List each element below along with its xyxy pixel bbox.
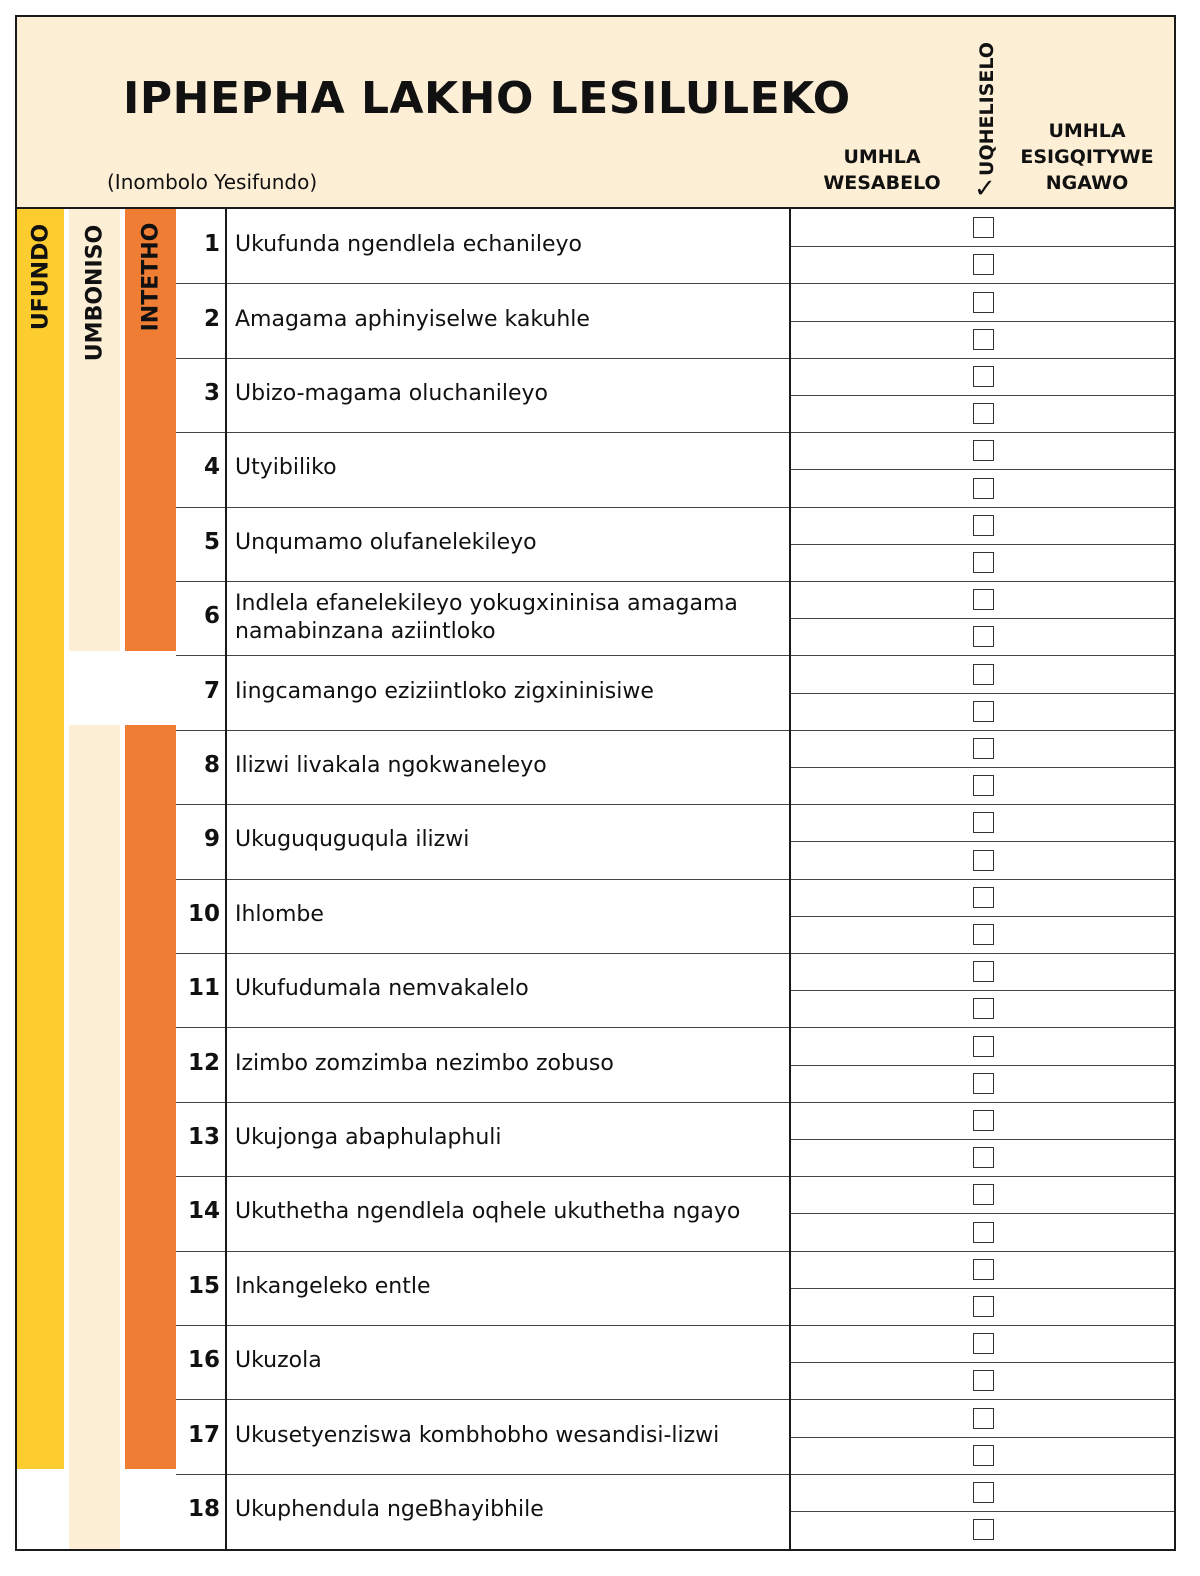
row-divider [176,1027,1176,1028]
row-half-divider [789,246,1176,247]
row-half-divider [789,1362,1176,1363]
point-text: Izimbo zomzimba nezimbo zobuso [235,1050,614,1076]
row-divider [176,283,1176,284]
point-text: Ukufunda ngendlela echanileyo [235,232,583,258]
exercise-header-label: UQHELISELO [976,42,998,176]
columns-divider [789,209,791,1551]
point-number: 7 [203,677,220,704]
completed-date-header-line-2: ESIGQITYWE [1020,146,1154,168]
exercise-checkbox[interactable] [973,440,994,461]
exercise-checkbox[interactable] [973,924,994,945]
exercise-checkbox[interactable] [973,403,994,424]
row-divider [176,879,1176,880]
point-number: 2 [203,305,220,332]
point-text: Ukujonga abaphulaphuli [235,1125,502,1150]
row-half-divider [789,544,1176,545]
row-half-divider [789,1139,1176,1140]
exercise-checkbox[interactable] [973,626,994,647]
point-number: 12 [187,1049,220,1076]
exercise-checkbox[interactable] [973,254,994,275]
point-number: 9 [203,826,220,853]
exercise-checkbox[interactable] [973,1445,994,1466]
point-number: 1 [203,231,220,258]
point-text: Ukuthetha ngendlela oqhele ukuthetha ngayo [235,1199,741,1225]
point-text: Inkangeleko entle [235,1273,431,1299]
point-number: 13 [187,1124,220,1150]
exercise-checkbox[interactable] [973,552,994,573]
row-half-divider [789,395,1176,396]
point-text: Unqumamo olufanelekileyo [235,529,537,555]
exercise-checkbox[interactable] [973,1370,994,1391]
point-number: 10 [187,900,220,927]
row-half-divider [789,693,1176,694]
check-mark-icon: ✓ [974,174,996,204]
row-divider [176,1474,1176,1475]
row-half-divider [789,1213,1176,1214]
completed-date-header-line-3: NGAWO [1045,172,1129,194]
exercise-checkbox[interactable] [973,217,994,238]
row-half-divider [789,1065,1176,1066]
page-title: IPHEPHA LAKHO LESILULEKO [123,73,851,124]
row-half-divider [789,1437,1176,1438]
exercise-checkbox[interactable] [973,478,994,499]
point-number: 6 [203,603,220,630]
exercise-checkbox[interactable] [973,738,994,759]
exercise-checkbox[interactable] [973,1184,994,1205]
row-half-divider [789,916,1176,917]
point-number: 15 [187,1272,220,1299]
row-half-divider [789,618,1176,619]
point-text: Ubizo-magama oluchanileyo [235,381,549,406]
assigned-date-header-line-1: UMHLA [843,146,921,168]
exercise-checkbox[interactable] [973,1110,994,1131]
point-number: 11 [187,975,220,1002]
exercise-checkbox[interactable] [973,1147,994,1168]
point-text: Ilizwi livakala ngokwaneleyo [235,753,547,778]
exercise-checkbox[interactable] [973,589,994,610]
row-divider [176,655,1176,656]
exercise-checkbox[interactable] [973,812,994,833]
point-number: 18 [187,1496,220,1522]
assigned-date-header [797,144,967,196]
form-header [17,17,1174,209]
point-text: Ukuguquguqula ilizwi [235,827,470,853]
exercise-checkbox[interactable] [973,1408,994,1429]
row-divider [176,581,1176,582]
point-text: Ukuzola [235,1348,322,1374]
row-divider [176,1251,1176,1252]
row-divider [176,1399,1176,1400]
row-half-divider [789,1288,1176,1289]
row-divider [176,953,1176,954]
point-number: 16 [187,1347,220,1374]
row-divider [176,804,1176,805]
row-divider [176,1176,1176,1177]
reading-band [17,209,64,1469]
row-half-divider [789,469,1176,470]
speech-band [125,209,176,651]
row-half-divider [789,321,1176,322]
demonstration-band-lower [69,725,120,1551]
row-half-divider [789,1511,1176,1512]
speech-band-label: INTETHO [138,222,164,332]
point-number: 3 [203,380,220,406]
exercise-checkbox[interactable] [973,1296,994,1317]
reading-band-label: UFUNDO [28,223,54,331]
point-text: Ukufudumala nemvakalelo [235,976,529,1002]
counsel-form [15,15,1176,1551]
demonstration-band-label: UMBONISO [82,224,108,362]
exercise-checkbox[interactable] [973,1036,994,1057]
row-divider [176,432,1176,433]
point-number: 17 [187,1421,220,1448]
exercise-checkbox[interactable] [973,366,994,387]
row-divider [176,1102,1176,1103]
point-text: Amagama aphinyiselwe kakuhle [235,306,590,332]
exercise-checkbox[interactable] [973,329,994,350]
point-number: 8 [203,752,220,778]
point-number: 4 [203,454,220,481]
row-divider [176,358,1176,359]
point-text: Ukuphendula ngeBhayibhile [235,1497,544,1522]
speech-band-lower [125,725,176,1469]
exercise-checkbox[interactable] [973,850,994,871]
row-divider [176,1325,1176,1326]
exercise-checkbox[interactable] [973,1073,994,1094]
exercise-checkbox[interactable] [973,1333,994,1354]
exercise-checkbox[interactable] [973,515,994,536]
exercise-checkbox[interactable] [973,292,994,313]
exercise-checkbox[interactable] [973,1482,994,1503]
row-divider [176,730,1176,731]
assigned-date-header-line-2: WESABELO [823,172,941,194]
demonstration-band [69,209,120,651]
exercise-checkbox[interactable] [973,1519,994,1540]
row-divider [176,507,1176,508]
completed-date-header [1007,118,1167,196]
exercise-checkbox[interactable] [973,1222,994,1243]
point-text: Ukusetyenziswa kombhobho wesandisi-lizwi [235,1422,720,1448]
exercise-checkbox[interactable] [973,664,994,685]
row-half-divider [789,767,1176,768]
row-half-divider [789,990,1176,991]
point-text: Utyibiliko [235,455,337,481]
number-divider [225,209,227,1551]
exercise-checkbox[interactable] [973,1259,994,1280]
point-text: Indlela efanelekileyo yokugxininisa amagama namabinzana aziintloko [235,591,738,645]
exercise-checkbox[interactable] [973,701,994,722]
exercise-checkbox[interactable] [973,998,994,1019]
exercise-header [967,31,1007,204]
point-number: 5 [203,528,220,555]
exercise-checkbox[interactable] [973,775,994,796]
row-half-divider [789,841,1176,842]
lesson-number-label: (Inombolo Yesifundo) [107,170,318,194]
point-text: Ihlombe [235,901,324,927]
point-number: 14 [187,1198,220,1225]
point-text: Iingcamango eziziintloko zigxininisiwe [235,678,654,704]
completed-date-header-line-1: UMHLA [1048,120,1126,142]
exercise-checkbox[interactable] [973,961,994,982]
exercise-checkbox[interactable] [973,887,994,908]
